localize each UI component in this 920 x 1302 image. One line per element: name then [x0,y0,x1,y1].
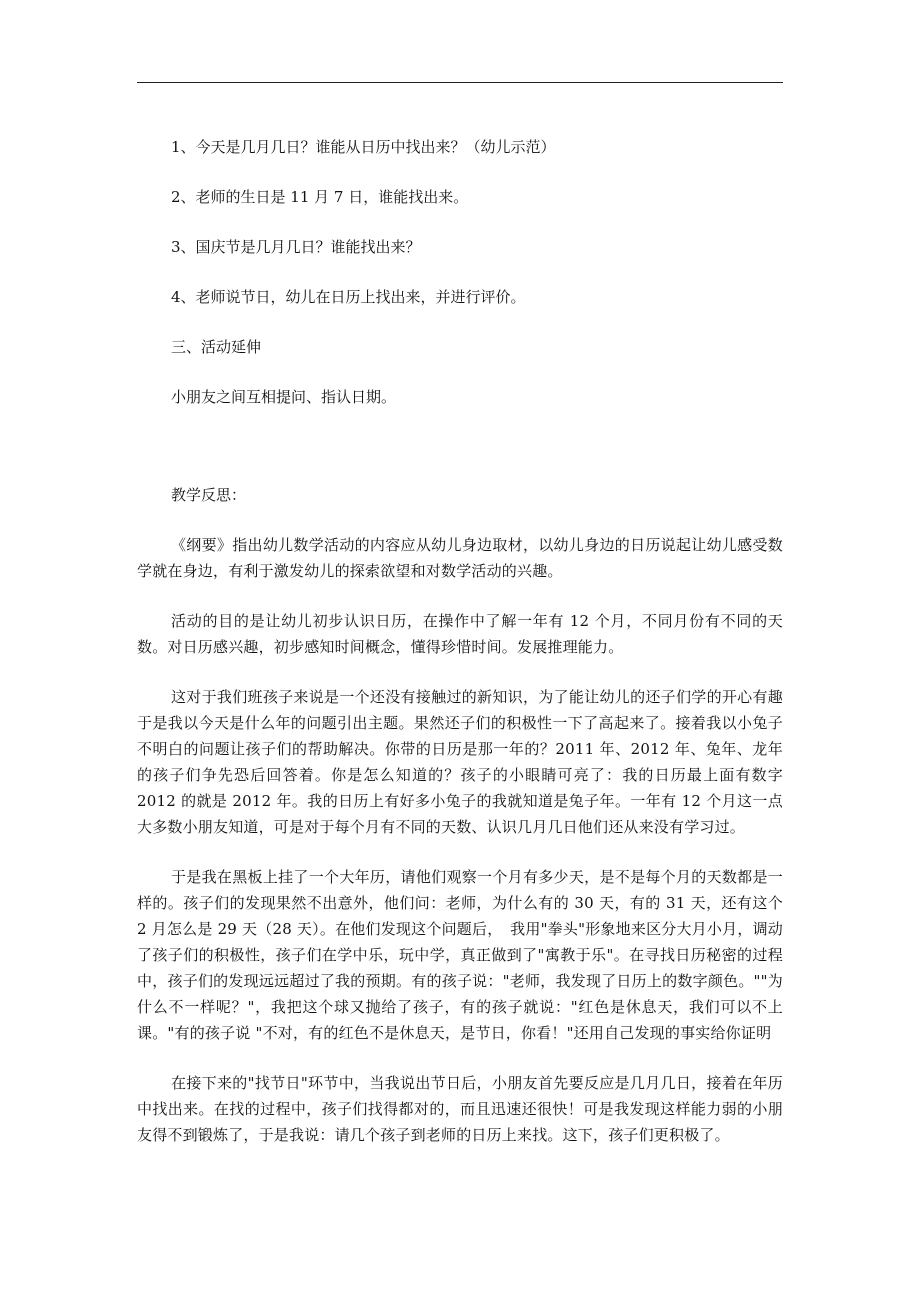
reflection-title: 教学反思： [171,486,247,504]
step-1: 1、今天是几月几日？谁能从日历中找出来？（幼儿示范） [171,138,556,156]
reflection-paragraph-5: 在接下来的"找节日"环节中，当我说出节日后，小朋友首先要反应是几月几日，接着在年历中找出来。在找的过程中，孩子们找得都对的，而且迅速还很快！可是我发现这样能力弱的小朋友得不到锻炼了，于是我说：请几个孩子到老师的日历上来找。这下，孩子们更积极了。 [137,1074,783,1144]
document-body [137,134,783,1148]
reflection-paragraph-2: 活动的目的是让幼儿初步认识日历，在操作中了解一年有 12 个月，不同月份有不同的天数。对日历感兴趣，初步感知时间概念，懂得珍惜时间。发展推理能力。 [137,612,783,656]
reflection-paragraph-1: 《纲要》指出幼儿数学活动的内容应从幼儿身边取材，以幼儿身边的日历说起让幼儿感受数学就在身边，有利于激发幼儿的探索欲望和对数学活动的兴趣。 [137,536,783,580]
step-4: 4、老师说节日，幼儿在日历上找出来，并进行评价。 [171,288,526,306]
step-3: 3、国庆节是几月几日？谁能找出来？ [171,238,421,256]
section-title-extension: 三、活动延伸 [171,338,262,356]
reflection-paragraph-3: 这对于我们班孩子来说是一个还没有接触过的新知识，为了能让幼儿的还子们学的开心有趣于是我以今天是什么年的问题引出主题。果然还子们的积极性一下了高起来了。接着我以小兔子不明白的问题让孩子们的帮助解决。你带的日历是那一年的？2011 年、2012 年、兔年、龙年的孩子们争先恐后回答着。你是怎么知道的？孩子的小眼睛可亮了：我的日历最上面有数字 2012 的就是 2012 年。我的日历上有好多小兔子的我就知道是兔子年。一年有 12 个月这一点大多数小朋友知道，可是对于每个月有不同的天数、认识几月几日他们还从来没有学习过。 [137,688,783,836]
step-2: 2、老师的生日是 11 月 7 日，谁能找出来。 [171,188,469,206]
extension-text: 小朋友之间互相提问、指认日期。 [171,388,397,406]
header-rule [137,82,783,83]
reflection-paragraph-4: 于是我在黑板上挂了一个大年历，请他们观察一个月有多少天，是不是每个月的天数都是一样的。孩子们的发现果然不出意外，他们问：老师，为什么有的 30 天，有的 31 天，还有这个 2 月怎么是 29 天（28 天）。在他们发现这个问题后， 我用"拳头"形象地来区分大月小月，调动了孩子们的积极性，孩子们在学中乐，玩中学，真正做到了"寓教于乐"。在寻找日历秘密的过程中，孩子们的发现远远超过了我的预期。有的孩子说："老师，我发现了日历上的数字颜色。""为什么不一样呢？"，我把这个球又抛给了孩子，有的孩子就说："红色是休息天，我们可以不上课。"有的孩子说 "不对，有的红色不是休息天，是节日，你看！"还用自己发现的事实给你证明 [137,868,783,1042]
